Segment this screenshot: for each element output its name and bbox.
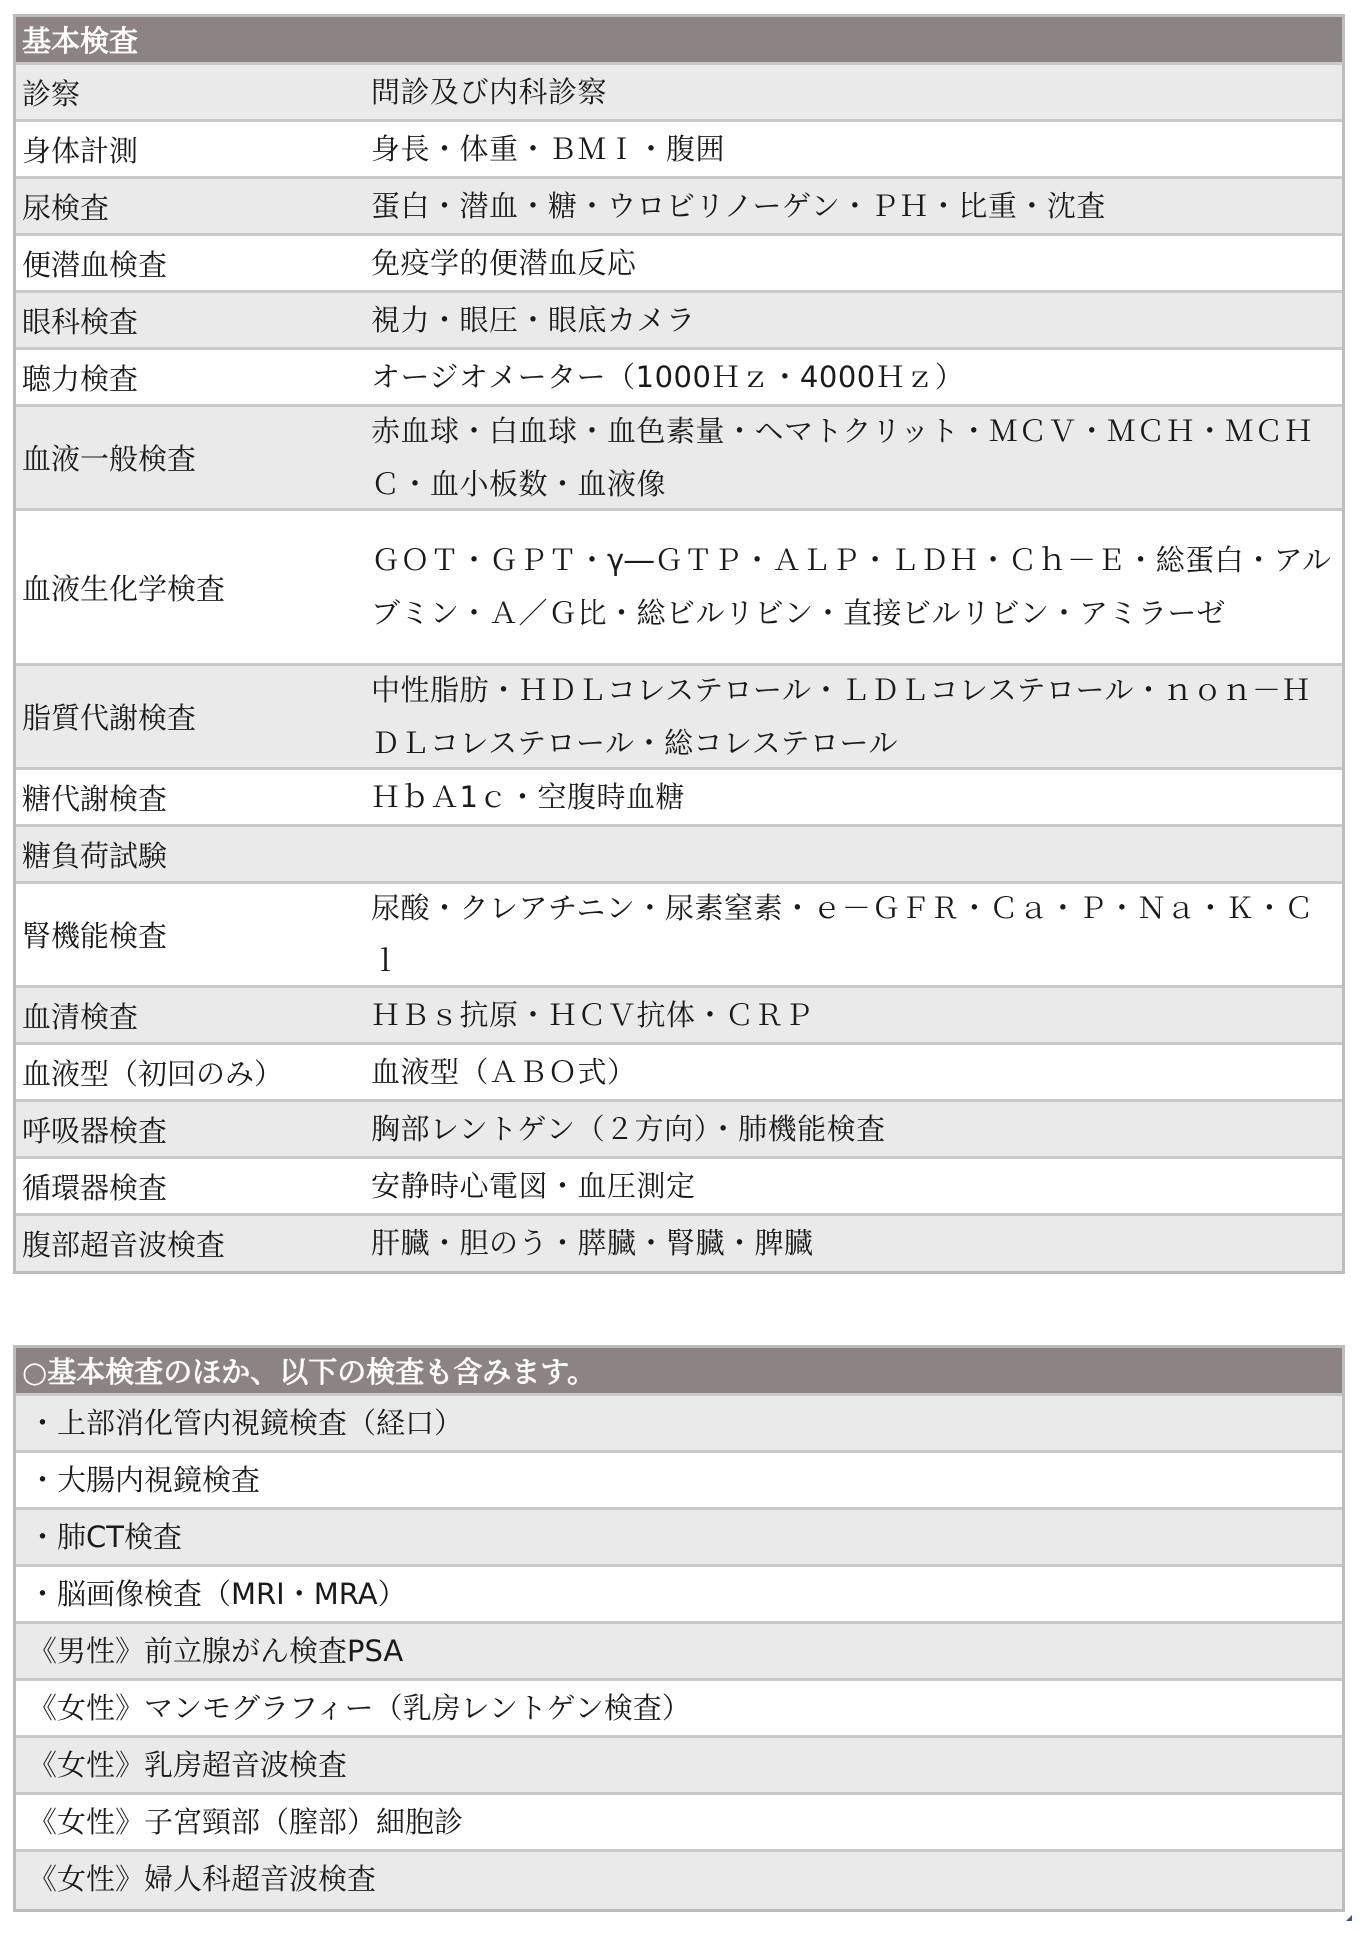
- table-row: [16, 827, 1342, 884]
- exam-name-cell: 血清検査: [22, 999, 139, 1034]
- exam-detail-cell: 胸部レントゲン（２方向）・肺機能検査: [371, 1111, 886, 1146]
- exam-detail-cell: 肝臓・胆のう・膵臓・腎臓・脾臓: [371, 1226, 814, 1260]
- exam-detail-cell: 問診及び内科診察: [371, 74, 608, 109]
- exam-name-cell: 血液一般検査: [22, 442, 197, 476]
- exam-name-cell: 便潜血検査: [22, 247, 168, 282]
- exam-detail-cell: ＨＢｓ抗原・ＨＣＶ抗体・ＣＲＰ: [371, 997, 814, 1032]
- table-row: [16, 122, 1342, 179]
- exam-detail-cell: 中性脂肪・ＨＤＬコレステロール・ＬＤＬコレステロール・ｎｏｎ－ＨＤＬコレステロール・総コレステロール: [371, 672, 1311, 760]
- exam-detail-cell: 免疫学的便潜血反応: [371, 245, 637, 280]
- table-row: [16, 1102, 1342, 1159]
- exam-name-cell: 脂質代謝検査: [22, 701, 197, 735]
- table-row: [16, 1216, 1342, 1271]
- exam-detail-cell: 赤血球・白血球・血色素量・ヘマトクリット・ＭＣＶ・ＭＣＨ・ＭＣＨＣ・血小板数・血液像: [371, 413, 1314, 501]
- basic-exam-title: 基本検査: [16, 17, 1342, 65]
- table-row: [16, 511, 1342, 666]
- additional-exam-table: [13, 1345, 1345, 1912]
- exam-detail-cell: ＧＯＴ・ＧＰＴ・γ―ＧＴＰ・ＡＬＰ・ＬＤＨ・Ｃｈ－Ｅ・総蛋白・アルブミン・Ａ／Ｇ比・総ビルリビン・直接ビルリビン・アミラーゼ: [371, 543, 1332, 630]
- table-row: [16, 770, 1342, 827]
- list-item: 《女性》乳房超音波検査: [16, 1738, 1342, 1795]
- exam-name-cell: 呼吸器検査: [22, 1113, 168, 1148]
- exam-name-cell: 聴力検査: [22, 361, 139, 396]
- exam-name-cell: 腹部超音波検査: [22, 1228, 226, 1262]
- exam-name-cell: 糖負荷試験: [22, 838, 168, 873]
- list-item: 《男性》前立腺がん検査PSA: [16, 1624, 1342, 1681]
- exam-detail-cell: 血液型（ＡＢＯ式）: [371, 1054, 637, 1089]
- table-row: [16, 407, 1342, 511]
- exam-detail-cell: 身長・体重・ＢＭＩ・腹囲: [371, 131, 726, 166]
- exam-name-cell: 眼科検査: [22, 304, 139, 339]
- exam-name-cell: 身体計測: [22, 133, 139, 168]
- list-item: ・上部消化管内視鏡検査（経口）: [16, 1396, 1342, 1453]
- list-item: 《女性》マンモグラフィー（乳房レントゲン検査）: [16, 1681, 1342, 1738]
- table-row: [16, 350, 1342, 407]
- list-item: ・脳画像検査（MRI・MRA）: [16, 1567, 1342, 1624]
- exam-detail-cell: [367, 827, 1342, 881]
- exam-detail-cell: 尿酸・クレアチニン・尿素窒素・ｅ－ＧＦＲ・Ｃａ・Ｐ・Ｎａ・Ｋ・Ｃｌ: [371, 890, 1314, 978]
- table-row: [16, 236, 1342, 293]
- exam-name-cell: 糖代謝検査: [22, 781, 168, 816]
- table-row: [16, 65, 1342, 122]
- basic-exam-table: [13, 14, 1345, 1274]
- exam-detail-cell: オージオメーター（1000Ｈｚ・4000Ｈｚ）: [371, 359, 965, 394]
- exam-name-cell: 腎機能検査: [22, 919, 168, 953]
- table-row: [16, 179, 1342, 236]
- corner-resize-mark: [1346, 1915, 1352, 1921]
- list-item: ・大腸内視鏡検査: [16, 1453, 1342, 1510]
- table-row: [16, 666, 1342, 770]
- table-row: [16, 884, 1342, 988]
- exam-name-cell: 診察: [22, 76, 81, 111]
- exam-name-cell: 循環器検査: [22, 1170, 168, 1205]
- table-row: [16, 293, 1342, 350]
- additional-exam-rows: [16, 1396, 1342, 1909]
- table-row: [16, 1159, 1342, 1216]
- exam-detail-cell: 視力・眼圧・眼底カメラ: [371, 302, 696, 337]
- exam-name-cell: 血液型（初回のみ）: [22, 1056, 284, 1091]
- exam-name-cell: 尿検査: [22, 190, 110, 225]
- list-item: 《女性》婦人科超音波検査: [16, 1852, 1342, 1909]
- basic-exam-rows: [16, 65, 1342, 1271]
- list-item: 《女性》子宮頸部（膣部）細胞診: [16, 1795, 1342, 1852]
- table-row: [16, 988, 1342, 1045]
- exam-detail-cell: 安静時心電図・血圧測定: [371, 1168, 696, 1203]
- list-item: ・肺CT検査: [16, 1510, 1342, 1567]
- additional-exam-title: ○基本検査のほか、以下の検査も含みます。: [16, 1348, 1342, 1396]
- exam-name-cell: 血液生化学検査: [22, 571, 226, 606]
- exam-detail-cell: ＨｂＡ1ｃ・空腹時血糖: [371, 779, 685, 814]
- table-row: [16, 1045, 1342, 1102]
- exam-detail-cell: 蛋白・潜血・糖・ウロビリノーゲン・ＰＨ・比重・沈査: [371, 188, 1106, 223]
